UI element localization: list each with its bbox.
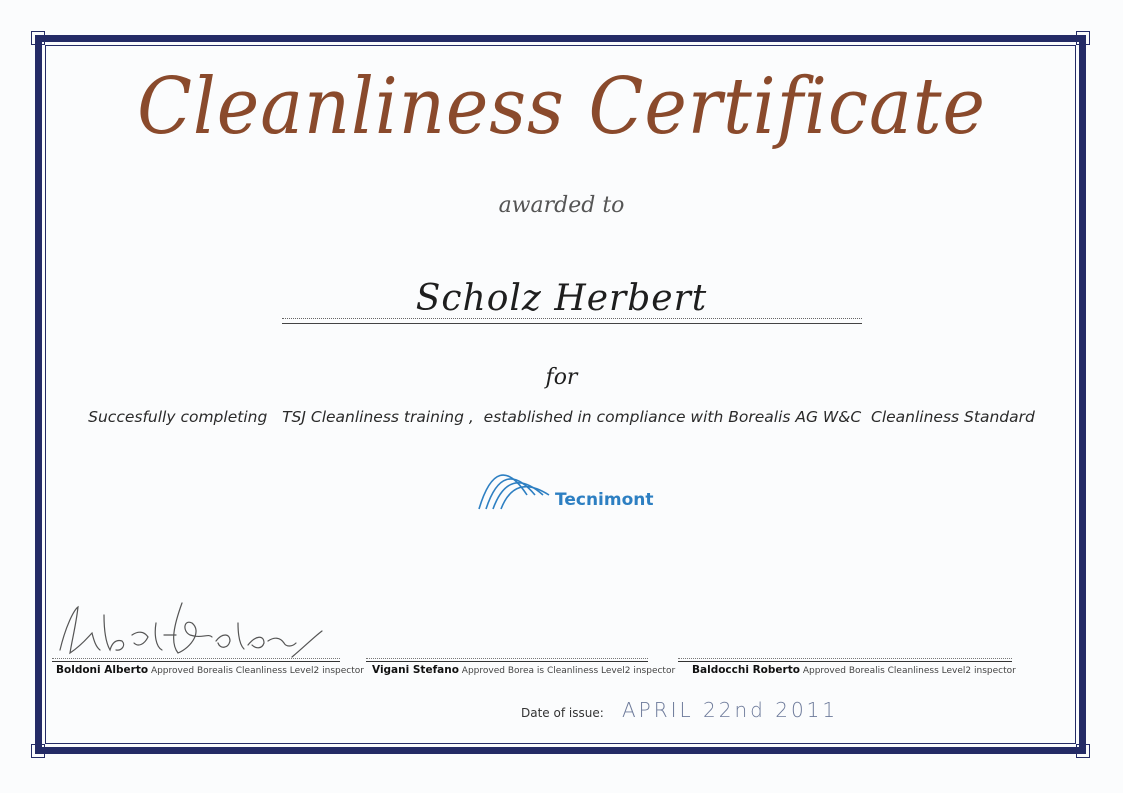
logo-text: Tecnimont: [555, 490, 654, 510]
corner-ornament-bottom-right: [1076, 744, 1090, 758]
for-label: for: [545, 365, 578, 390]
date-of-issue-value: APRIL 22nd 2011: [622, 698, 839, 722]
certificate-description: Succesfully completing TSJ Cleanliness training , established in compliance with Borealis AG W&C Cleanliness Standard: [88, 408, 1035, 426]
signatory-role: Approved Borea is Cleanliness Level2 inspector: [461, 666, 676, 676]
signature-line-3: [678, 658, 1012, 662]
corner-ornament-top-right: [1076, 31, 1090, 45]
corner-ornament-bottom-left: [31, 744, 45, 758]
signatory-name: Boldoni Alberto: [56, 664, 149, 676]
signatory-caption-1: [56, 664, 364, 676]
date-of-issue-label: Date of issue:: [521, 706, 604, 720]
signature-line-1: [52, 658, 340, 662]
signatory-caption-2: [372, 664, 675, 676]
signatory-name: Baldocchi Roberto: [692, 664, 800, 676]
recipient-name-underline: [282, 318, 862, 324]
awarded-to-label: awarded to: [498, 193, 625, 218]
certificate-title: Cleanliness Certificate: [137, 62, 986, 152]
signatory-role: Approved Borealis Cleanliness Level2 inspector: [802, 666, 1016, 676]
signature-line-2: [366, 658, 648, 662]
signatory-role: Approved Borealis Cleanliness Level2 inspector: [150, 666, 364, 676]
tecnimont-arcs-icon: [475, 455, 555, 515]
signatory-caption-3: [692, 664, 1016, 676]
recipient-name: Scholz Herbert: [415, 278, 708, 319]
tecnimont-logo: [475, 455, 675, 515]
corner-ornament-top-left: [31, 31, 45, 45]
signatory-name: Vigani Stefano: [372, 664, 459, 676]
